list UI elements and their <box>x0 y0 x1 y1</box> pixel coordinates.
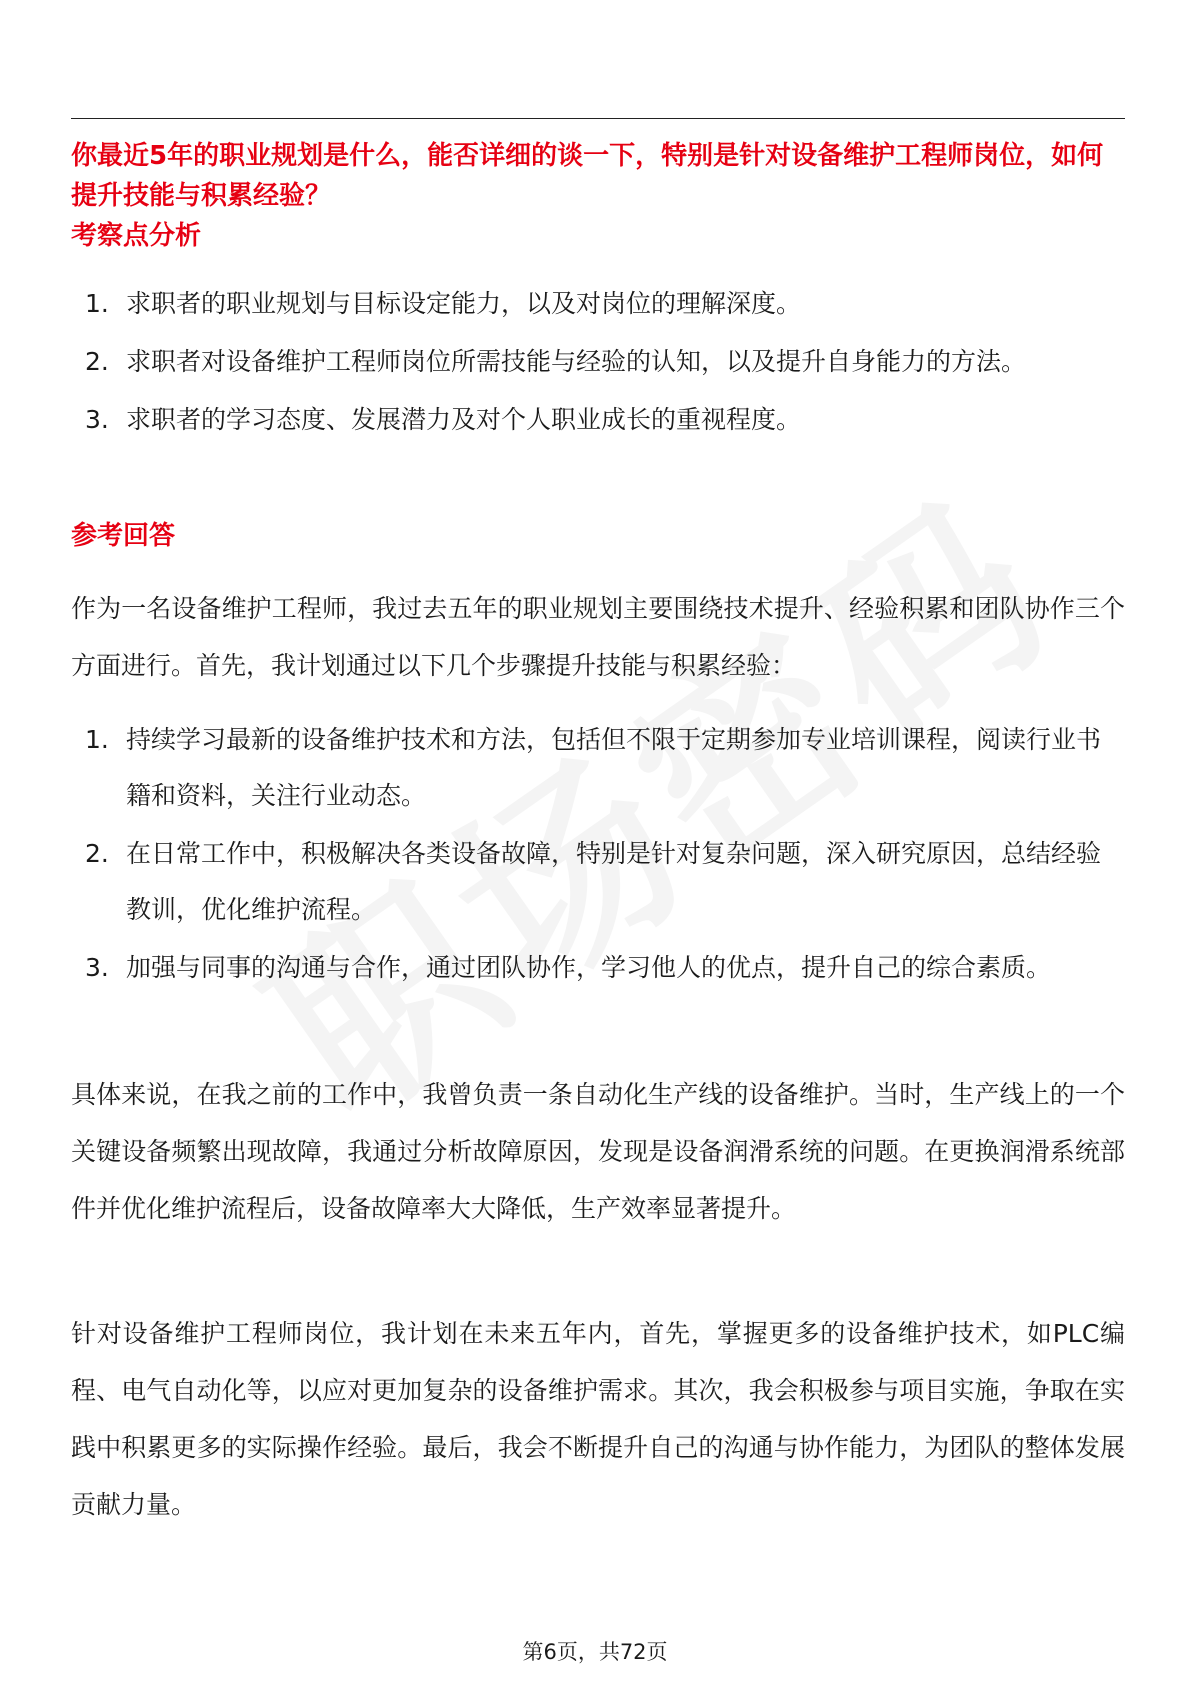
list-item: 3. 求职者的学习态度、发展潜力及对个人职业成长的重视程度。 <box>85 405 802 434</box>
answer-intro: 作为一名设备维护工程师，我过去五年的职业规划主要围绕技术提升、经验积累和团队协作三个方面进行。首先，我计划通过以下几个步骤提升技能与积累经验： <box>71 594 1125 680</box>
answer-heading: 参考回答 <box>71 521 176 551</box>
list-item: 1. 求职者的职业规划与目标设定能力，以及对岗位的理解深度。 <box>85 289 802 318</box>
answer-list <box>71 712 1125 998</box>
list-item: 2. 求职者对设备维护工程师岗位所需技能与经验的认知，以及提升自身能力的方法。 <box>85 347 1027 376</box>
answer-paragraph-2: 具体来说，在我之前的工作中，我曾负责一条自动化生产线的设备维护。当时，生产线上的一个关键设备频繁出现故障，我通过分析故障原因，发现是设备润滑系统的问题。在更换润滑系统部件并优化维护流程后，设备故障率大大降低，生产效率显著提升。 <box>71 1080 1125 1223</box>
analysis-list <box>71 276 1125 450</box>
list-item: 1. 持续学习最新的设备维护技术和方法，包括但不限于定期参加专业培训课程，阅读行业书籍和资料，关注行业动态。 <box>85 725 1102 810</box>
question-title: 你最近5年的职业规划是什么，能否详细的谈一下，特别是针对设备维护工程师岗位，如何提升技能与积累经验？ <box>71 141 1104 211</box>
answer-paragraph-3: 针对设备维护工程师岗位，我计划在未来五年内，首先，掌握更多的设备维护技术，如PLC编程、电气自动化等，以应对更加复杂的设备维护需求。其次，我会积极参与项目实施，争取在实践中积累更多的实际操作经验。最后，我会不断提升自己的沟通与协作能力，为团队的整体发展贡献力量。 <box>71 1319 1125 1519</box>
analysis-heading: 考察点分析 <box>71 221 202 251</box>
list-item: 3. 加强与同事的沟通与合作，通过团队协作，学习他人的优点，提升自己的综合素质。 <box>85 953 1052 982</box>
top-rule <box>71 118 1125 119</box>
list-item: 2. 在日常工作中，积极解决各类设备故障，特别是针对复杂问题，深入研究原因，总结经验教训，优化维护流程。 <box>85 839 1102 924</box>
page-footer: 第6页，共72页 <box>522 1640 668 1664</box>
